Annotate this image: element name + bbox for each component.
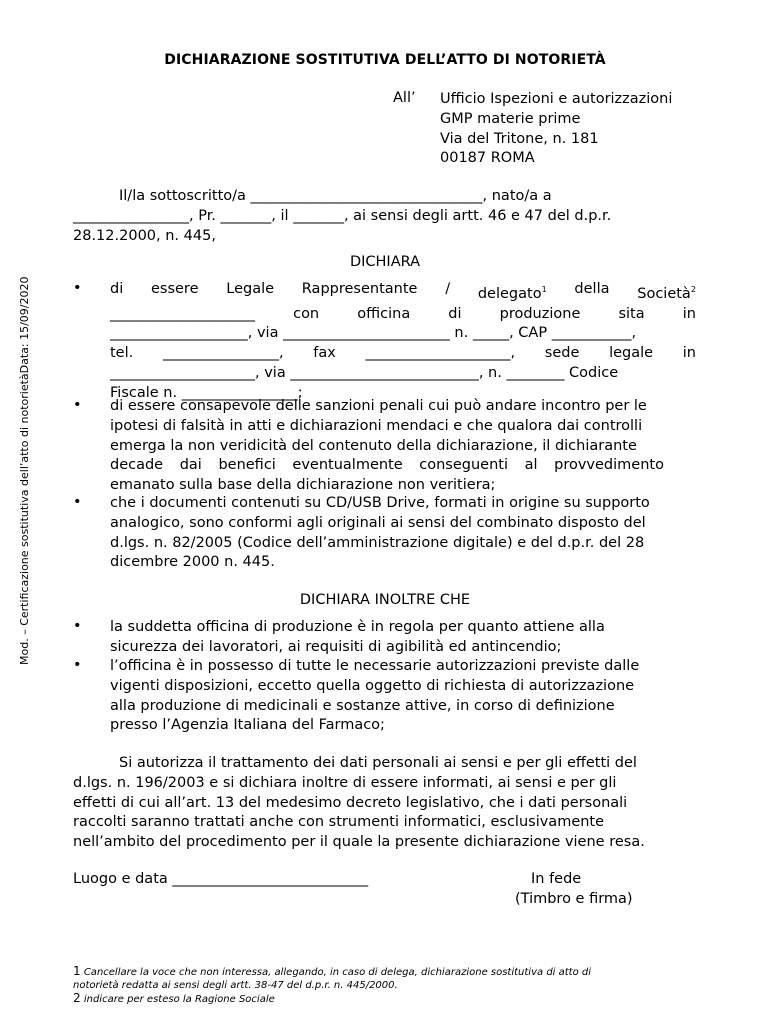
bullet-line: emerga la non veridicità del contenuto della dichiarazione, il dichiarante (110, 437, 637, 454)
footnote-line: 1 Cancellare la voce che non interessa, allegando, in caso di delega, dichiarazione sostitutiva di atto di (73, 964, 592, 978)
bullet-documents-conformity (110, 494, 696, 573)
bullet-line: decade dai benefici eventualmente conseguenti al provvedimento (110, 457, 664, 474)
bullet-line: di essere consapevole delle sanzioni penali cui può andare incontro per le (110, 398, 647, 414)
bullet-safety-compliance (110, 618, 696, 658)
recipient-address (440, 90, 672, 169)
bullet-line: d.lgs. n. 82/2005 (Codice dell’amministrazione digitale) e del d.p.r. del 28 (110, 534, 645, 551)
paragraph-line: d.lgs. n. 196/2003 e si dichiara inoltre di essere informati, ai sensi e per gli (73, 774, 617, 791)
bullet-line: l’officina è in possesso di tutte le necessarie autorizzazioni previste dalle (110, 658, 640, 674)
footnote-1 (73, 965, 698, 992)
bullet-line: Fiscale n. ________________; (110, 384, 303, 401)
bullet-authorizations (110, 657, 696, 736)
bullet-marker: • (73, 397, 82, 413)
bullet-line: sicurezza dei lavoratori, ai requisiti di agibilità ed antincendio; (110, 638, 562, 655)
bullet-line: dicembre 2000 n. 445. (110, 554, 275, 571)
in-fede-label: In fede (531, 871, 582, 887)
bullet-marker: • (73, 657, 82, 673)
section-heading-dichiara: DICHIARA (349, 254, 421, 270)
bullet-marker: • (73, 280, 82, 296)
bullet-line: presso l’Agenzia Italiana del Farmaco; (110, 717, 385, 734)
bullet-line: la suddetta officina di produzione è in regola per quanto attiene alla (110, 619, 605, 635)
footnote-number: 2 (73, 991, 81, 1005)
paragraph-line: nell’ambito del procedimento per il quale la presente dichiarazione viene resa. (73, 834, 645, 851)
address-line: Via del Tritone, n. 181 (440, 130, 599, 147)
bullet-line: che i documenti contenuti su CD/USB Drive, formati in origine su supporto (110, 495, 650, 511)
bullet-marker: • (73, 494, 82, 510)
section-heading-dichiara-inoltre: DICHIARA INOLTRE CHE (299, 592, 471, 608)
place-date-field[interactable]: Luogo e data ___________________________ (73, 871, 369, 887)
footnote-line: notorietà redatta ai sensi degli artt. 38-47 del d.p.r. n. 445/2000. (73, 979, 398, 991)
intro-line: 28.12.2000, n. 445, (73, 227, 216, 244)
bullet-line: emanato sulla base della dichiarazione non veritiera; (110, 477, 496, 494)
bullet-line: ____________________ con officina di produzione sita in (110, 305, 696, 322)
bullet-penalties-awareness (110, 397, 696, 496)
intro-line: Il/la sottoscritto/a ________________________________, nato/a a (119, 188, 552, 204)
bullet-line: tel. ________________, fax ____________________, sede legale in (110, 345, 696, 362)
address-label: All’ (393, 90, 416, 106)
bullet-line: alla produzione di medicinali e sostanze attive, in corso di definizione (110, 697, 615, 714)
address-line: Ufficio Ispezioni e autorizzazioni (440, 91, 673, 107)
bullet-line: ___________________, via _______________________ n. _____, CAP ___________, (110, 325, 637, 342)
bullet-legal-representative (110, 280, 696, 404)
declarant-intro (73, 187, 696, 246)
paragraph-line: raccolti saranno trattati anche con strumenti informatici, esclusivamente (73, 814, 605, 831)
stamp-signature-label: (Timbro e firma) (515, 891, 633, 907)
footnote-ref-2: 2 (690, 285, 696, 294)
bullet-line: vigenti disposizioni, eccetto quella oggetto di richiesta di autorizzazione (110, 677, 635, 694)
bullet-line: analogico, sono conformi agli originali ai sensi del combinato disposto del (110, 514, 646, 531)
footnote-2: 2 indicare per esteso la Ragione Sociale (73, 991, 275, 1005)
bullet-line: ____________________, via __________________________, n. ________ Codice (110, 365, 619, 382)
paragraph-line: effetti di cui all’art. 13 del medesimo decreto legislativo, che i dati personali (73, 794, 628, 811)
address-line: GMP materie prime (440, 110, 581, 127)
document-title: DICHIARAZIONE SOSTITUTIVA DELL’ATTO DI NOTORIETÀ (164, 52, 606, 68)
intro-line: ________________, Pr. _______, il _______, ai sensi degli artt. 46 e 47 del d.p.r. (73, 207, 612, 224)
address-line: 00187 ROMA (440, 150, 535, 167)
side-note-form-code: Mod. – Certificazione sostitutiva dell’atto di notorietàData: 15/09/2020 (18, 276, 31, 665)
privacy-paragraph (73, 754, 696, 853)
footnote-number: 1 (73, 964, 81, 978)
bullet-line: ipotesi di falsità in atti e dichiarazioni mendaci e che qualora dai controlli (110, 417, 643, 434)
bullet-marker: • (73, 618, 82, 634)
bullet-line: di essere Legale Rappresentante / delegato$^1$ della Società$^2$ (110, 281, 696, 302)
paragraph-line: Si autorizza il trattamento dei dati personali ai sensi e per gli effetti del (119, 755, 637, 771)
footnote-ref-1: 1 (541, 285, 547, 294)
